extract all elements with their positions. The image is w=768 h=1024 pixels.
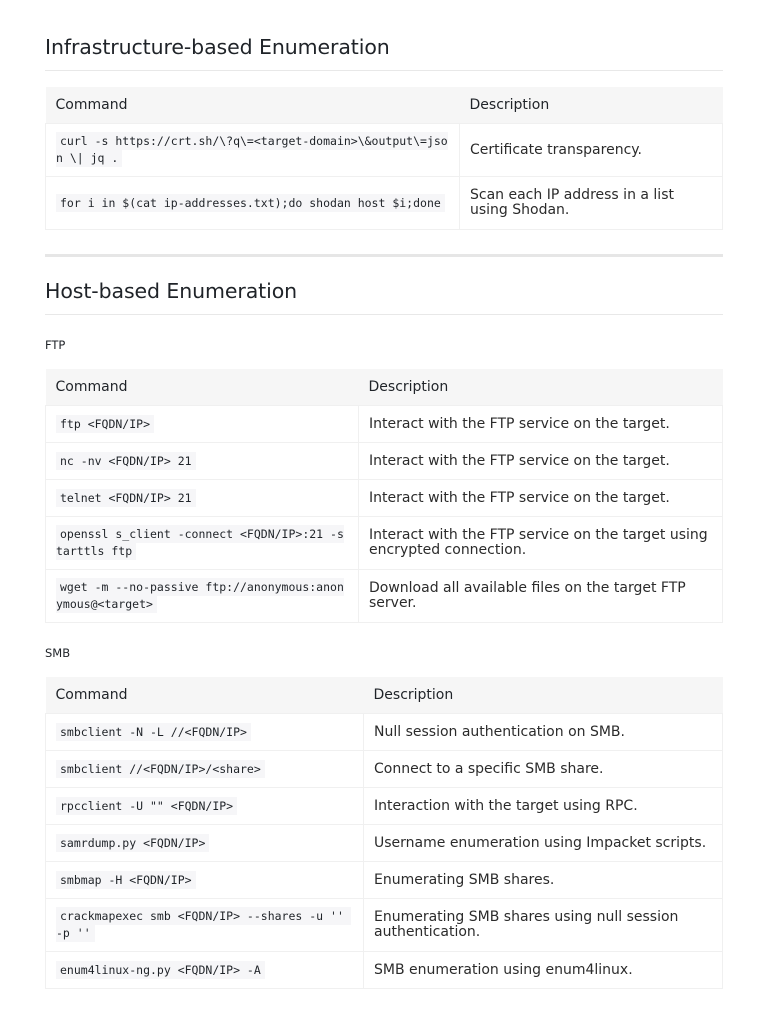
table-row xyxy=(46,862,723,899)
description-cell: Connect to a specific SMB share. xyxy=(364,751,723,788)
description-cell: SMB enumeration using enum4linux. xyxy=(364,952,723,989)
table-header-row xyxy=(46,87,723,124)
command-column-header: Command xyxy=(46,87,460,124)
description-cell: Certificate transparency. xyxy=(460,124,723,177)
description-column-header: Description xyxy=(359,369,723,406)
command-column-header: Command xyxy=(46,677,364,714)
description-cell: Scan each IP address in a list using Shodan. xyxy=(460,177,723,230)
table-row xyxy=(46,714,723,751)
command-code[interactable]: enum4linux-ng.py <FQDN/IP> -A xyxy=(56,961,265,979)
description-cell: Interact with the FTP service on the target. xyxy=(359,443,723,480)
smb-subheading: SMB xyxy=(45,646,71,660)
description-column-header: Description xyxy=(460,87,723,124)
description-cell: Null session authentication on SMB. xyxy=(364,714,723,751)
table-row xyxy=(46,788,723,825)
ftp-subheading: FTP xyxy=(45,338,66,352)
table-header-row xyxy=(46,369,723,406)
command-code[interactable]: nc -nv <FQDN/IP> 21 xyxy=(56,452,196,470)
command-code[interactable]: smbclient -N -L //<FQDN/IP> xyxy=(56,723,251,741)
table-row xyxy=(46,751,723,788)
table-row xyxy=(46,570,723,623)
table-row xyxy=(46,443,723,480)
command-code[interactable]: ftp <FQDN/IP> xyxy=(56,415,154,433)
command-code[interactable]: samrdump.py <FQDN/IP> xyxy=(56,834,209,852)
table-row xyxy=(46,825,723,862)
description-cell: Username enumeration using Impacket scripts. xyxy=(364,825,723,862)
command-code[interactable]: smbmap -H <FQDN/IP> xyxy=(56,871,196,889)
table-row xyxy=(46,952,723,989)
table-row xyxy=(46,406,723,443)
command-code[interactable]: openssl s_client -connect <FQDN/IP>:21 -starttls ftp xyxy=(56,527,344,558)
description-cell: Interact with the FTP service on the target. xyxy=(359,406,723,443)
table-row xyxy=(46,177,723,230)
host-heading: Host-based Enumeration xyxy=(45,257,723,315)
command-code[interactable]: telnet <FQDN/IP> 21 xyxy=(56,489,196,507)
table-header-row xyxy=(46,677,723,714)
table-row xyxy=(46,480,723,517)
command-code[interactable]: curl -s https://crt.sh/\?q\=<target-domain>\&output\=json \| jq . xyxy=(56,134,448,165)
description-cell: Interact with the FTP service on the target. xyxy=(359,480,723,517)
description-cell: Interaction with the target using RPC. xyxy=(364,788,723,825)
ftp-table xyxy=(45,369,723,623)
smb-table xyxy=(45,677,723,989)
description-cell: Interact with the FTP service on the target using encrypted connection. xyxy=(359,517,723,570)
command-code[interactable]: smbclient //<FQDN/IP>/<share> xyxy=(56,760,265,778)
description-cell: Download all available files on the target FTP server. xyxy=(359,570,723,623)
description-cell: Enumerating SMB shares. xyxy=(364,862,723,899)
infrastructure-table xyxy=(45,87,723,230)
command-code[interactable]: crackmapexec smb <FQDN/IP> --shares -u '' -p '' xyxy=(56,909,351,940)
table-row xyxy=(46,124,723,177)
command-code[interactable]: for i in $(cat ip-addresses.txt);do shodan host $i;done xyxy=(56,194,445,212)
description-cell: Enumerating SMB shares using null session authentication. xyxy=(364,899,723,952)
table-row xyxy=(46,899,723,952)
command-code[interactable]: wget -m --no-passive ftp://anonymous:anonymous@<target> xyxy=(56,580,344,611)
command-column-header: Command xyxy=(46,369,359,406)
infrastructure-heading: Infrastructure-based Enumeration xyxy=(45,0,723,71)
table-row xyxy=(46,517,723,570)
description-column-header: Description xyxy=(364,677,723,714)
command-code[interactable]: rpcclient -U "" <FQDN/IP> xyxy=(56,797,237,815)
